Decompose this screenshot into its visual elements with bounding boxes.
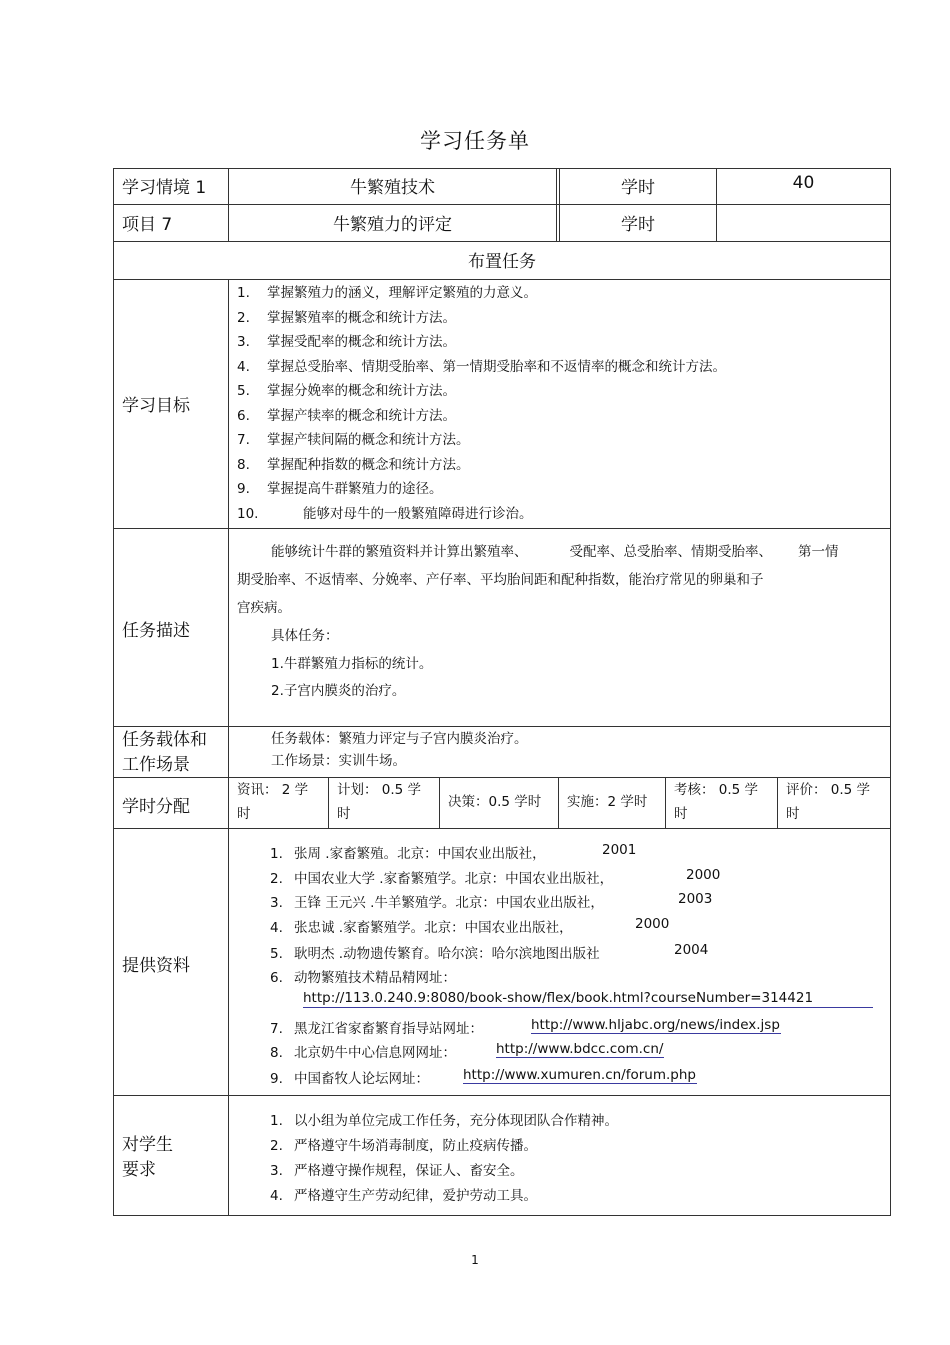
- carrier-label: 任务载体和 工作场景: [122, 730, 207, 775]
- assess-hours: 考核： 0.5 学 时: [674, 782, 759, 822]
- page-title: 学习任务单: [420, 129, 530, 153]
- project-hours-label: 学时: [621, 215, 655, 235]
- implement-hours: 实施：2 学时: [567, 794, 648, 810]
- description-text: 受配率、总受胎率、情期受胎率、: [569, 544, 772, 560]
- link-underline: [531, 1033, 781, 1034]
- assign-task-header: 布置任务: [468, 252, 536, 272]
- list-item: 3. 王锋 王元兴 .牛羊繁殖学。北京：中国农业出版社，: [270, 895, 604, 911]
- objectives-list: [237, 281, 887, 526]
- list-item: 1. 张周 .家畜繁殖。北京：中国农业出版社，: [270, 846, 546, 862]
- description-label: 任务描述: [122, 621, 190, 641]
- carrier-body: [271, 728, 528, 772]
- description-body: [237, 538, 885, 705]
- list-item-year: 2001: [602, 842, 637, 858]
- hours-value: 40: [792, 173, 815, 193]
- list-item: 6. 掌握产犊率的概念和统计方法。: [237, 407, 456, 424]
- carrier-text: 任务载体：繁殖力评定与子宫内膜炎治疗。: [271, 731, 528, 747]
- page-number: 1: [471, 1253, 479, 1267]
- project-label: 项目 7: [122, 215, 173, 235]
- list-item: 4. 张忠诚 .家畜繁殖学。北京：中国农业出版社，: [270, 920, 573, 936]
- list-item: 9. 中国畜牧人论坛网址：: [270, 1071, 429, 1087]
- link-underline: [463, 1083, 697, 1084]
- list-item: 2. 掌握繁殖率的概念和统计方法。: [237, 309, 456, 326]
- list-item: 2. 中国农业大学 .家畜繁殖学。北京：中国农业出版社，: [270, 871, 614, 887]
- info-hours: 资讯： 2 学 时: [237, 782, 309, 822]
- hours-alloc-label: 学时分配: [122, 797, 190, 817]
- description-text: 能够统计牛群的繁殖资料并计算出繁殖率、: [271, 544, 528, 560]
- list-item: 1. 以小组为单位完成工作任务，充分体现团队合作精神。: [270, 1113, 618, 1129]
- link-underline: [303, 1007, 873, 1008]
- hljabc-link[interactable]: http://www.hljabc.org/news/index.jsp: [531, 1017, 780, 1033]
- objectives-label: 学习目标: [122, 396, 190, 416]
- list-item: 6. 动物繁殖技术精品精网址：: [270, 970, 456, 986]
- list-item: 5. 掌握分娩率的概念和统计方法。: [237, 383, 456, 399]
- bdcc-link[interactable]: http://www.bdcc.com.cn/: [496, 1041, 664, 1057]
- list-item: 5. 耿明杰 .动物遗传繁育。哈尔滨：哈尔滨地图出版社: [270, 946, 600, 962]
- list-item-year: 2003: [678, 891, 713, 907]
- link-underline: [496, 1057, 664, 1058]
- list-item: 3. 掌握受配率的概念和统计方法。: [237, 334, 456, 350]
- list-item: 2. 严格遵守牛场消毒制度，防止疫病传播。: [270, 1138, 537, 1154]
- list-item: 3. 严格遵守操作规程，保证人、畜安全。: [270, 1163, 524, 1179]
- list-item-year: 2000: [686, 867, 721, 883]
- requirements-list: [270, 1109, 618, 1209]
- list-item: 8. 北京奶牛中心信息网网址：: [270, 1045, 456, 1061]
- list-item-year: 2004: [674, 942, 709, 958]
- description-text: 第一情: [798, 544, 839, 560]
- list-item: 7. 掌握产犊间隔的概念和统计方法。: [237, 432, 470, 448]
- eval-hours: 评价： 0.5 学 时: [786, 782, 871, 822]
- project-name: 牛繁殖力的评定: [333, 215, 452, 235]
- situation-name: 牛繁殖技术: [350, 178, 435, 198]
- list-item: 7. 黑龙江省家畜繁育指导站网址：: [270, 1021, 483, 1037]
- situation-label: 学习情境 1: [122, 178, 207, 198]
- description-text: 宫疾病。: [237, 600, 291, 616]
- list-item: 1. 掌握繁殖力的涵义，理解评定繁殖的力意义。: [237, 285, 537, 301]
- xumuren-link[interactable]: http://www.xumuren.cn/forum.php: [463, 1067, 696, 1083]
- requirements-label: 对学生 要求: [122, 1135, 173, 1180]
- plan-hours: 计划： 0.5 学 时: [337, 782, 422, 822]
- list-item: 1.牛群繁殖力指标的统计。: [271, 656, 433, 672]
- list-item: 8. 掌握配种指数的概念和统计方法。: [237, 456, 470, 473]
- list-item: 4. 严格遵守生产劳动纪律，爱护劳动工具。: [270, 1188, 537, 1204]
- description-text: 期受胎率、不返情率、分娩率、产仔率、平均胎间距和配种指数，能治疗常见的卵巢和子: [237, 572, 764, 588]
- hours-label: 学时: [621, 178, 655, 198]
- list-item: 4. 掌握总受胎率、情期受胎率、第一情期受胎率和不返情率的概念和统计方法。: [237, 358, 726, 375]
- list-item: 10. 能够对母牛的一般繁殖障碍进行诊治。: [237, 505, 533, 522]
- scene-text: 工作场景：实训牛场。: [271, 753, 406, 769]
- course-link[interactable]: http://113.0.240.9:8080/book-show/flex/book.html?courseNumber=314421: [303, 990, 814, 1006]
- list-item-year: 2000: [635, 916, 670, 932]
- resources-label: 提供资料: [122, 956, 190, 976]
- decision-hours: 决策：0.5 学时: [448, 794, 542, 810]
- list-item: 2.子宫内膜炎的治疗。: [271, 683, 406, 699]
- list-item: 9. 掌握提高牛群繁殖力的途径。: [237, 481, 443, 497]
- specific-task-label: 具体任务：: [271, 628, 339, 644]
